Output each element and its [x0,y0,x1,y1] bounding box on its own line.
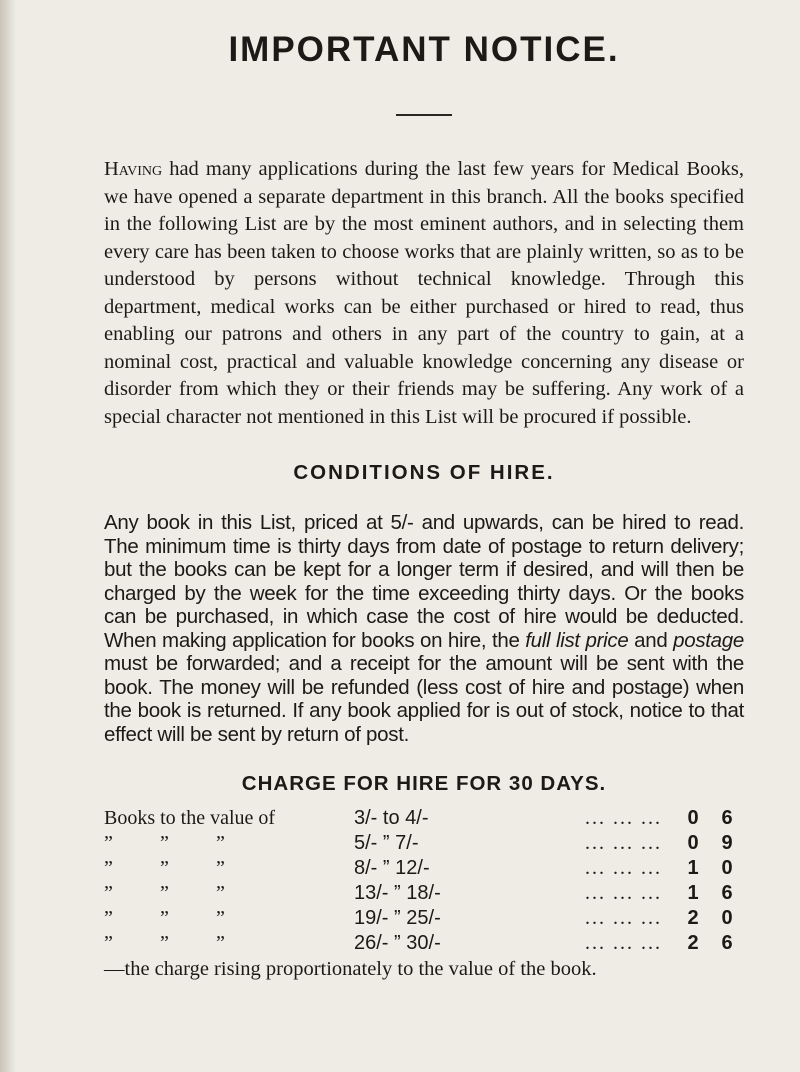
charge-range-to: 4/- [405,807,429,829]
charge-row [104,806,744,831]
ditto-mark: ” [104,832,113,854]
charge-shillings: 0 [687,832,699,854]
ditto-mark: ” [216,932,225,954]
charge-range-to: 7/- [395,832,419,854]
charge-range-from: 13/- [354,882,389,904]
charge-row [104,856,744,881]
ditto-mark: ” [216,882,225,904]
charge-row-label [104,831,354,856]
ditto-mark: ” [160,832,169,854]
charge-range-from: 5/- [354,832,378,854]
charge-range-connector-ditto: ” [394,882,401,904]
charge-row-label [104,881,354,906]
charge-pence: 6 [721,932,733,954]
charge-leader-dots: ... ... ... [585,807,662,829]
charge-table [104,806,744,956]
ditto-mark: ” [216,857,225,879]
title-divider [396,114,452,116]
closing-note: —the charge rising proportionately to the value of the book. [104,958,597,980]
charge-shillings: 1 [687,857,699,879]
charge-range-connector-ditto: ” [394,907,401,929]
charge-heading: CHARGE FOR HIRE FOR 30 DAYS. [241,772,607,795]
conditions-emphasis-price: full list price [525,628,629,652]
charge-pence: 9 [721,832,733,854]
ditto-mark: ” [104,857,113,879]
charge-row-label [104,856,354,881]
conditions-text-3: must be forwarded; and a receipt for the amount will be sent with the book. The money will be refunded (less cost of hire and postage) when the book is returned. If any book applied for is out of stock, notice to that effect will be sent by return of post. [104,652,744,746]
conditions-text-1: Any book in this List, priced at 5/- and upwards, can be hired to read. The minimum time is thirty days from date of postage to return delivery; but the books can be kept for a longer term if desired, and will then be charged by the week for the time exceeding thirty days. Or the books can be purchased, in which case the cost of hire would be deducted. When making application for books on hire, the [104,511,744,652]
charge-range-to: 18/- [406,882,441,904]
charge-range-from: 19/- [354,907,389,929]
charge-range-connector-ditto: ” [382,857,390,879]
intro-dropcap: Having [104,158,163,180]
charge-shillings: 0 [687,807,699,829]
charge-pence: 6 [721,882,733,904]
charge-range-to: 12/- [395,857,430,879]
charge-range-connector-ditto: ” [382,832,390,854]
charge-range-from: 3/- [354,807,378,829]
charge-range [354,806,494,831]
charge-leader-dots: ... ... ... [585,932,662,954]
ditto-mark: ” [160,882,169,904]
ditto-mark: ” [160,907,169,929]
charge-row [104,931,744,956]
charge-row [104,831,744,856]
charge-row-label: Books to the value of [104,807,276,829]
charge-leader-dots: ... ... ... [585,882,662,904]
charge-range [354,881,494,906]
charge-row-label [104,906,354,931]
charge-leader-dots: ... ... ... [585,857,662,879]
conditions-heading: CONDITIONS OF HIRE. [293,461,555,484]
charge-row [104,881,744,906]
charge-range-connector-ditto: ” [394,932,401,954]
charge-range [354,931,494,956]
charge-pence: 0 [721,907,733,929]
charge-range-to: 25/- [406,907,441,929]
conditions-emphasis-postage: postage [673,628,744,652]
ditto-mark: ” [160,932,169,954]
charge-range-connector: to [382,807,400,829]
charge-range-from: 26/- [354,932,389,954]
page-title: IMPORTANT NOTICE. [228,30,620,69]
conditions-paragraph [104,511,744,746]
charge-range [354,831,494,856]
charge-range-to: 30/- [406,932,441,954]
ditto-mark: ” [216,907,225,929]
ditto-mark: ” [104,907,113,929]
charge-pence: 6 [721,807,733,829]
charge-table-body [104,806,744,956]
charge-leader-dots: ... ... ... [585,832,662,854]
ditto-mark: ” [104,882,113,904]
ditto-mark: ” [104,932,113,954]
charge-pence: 0 [721,857,733,879]
charge-row [104,906,744,931]
charge-range [354,856,494,881]
charge-range [354,906,494,931]
charge-shillings: 2 [687,932,699,954]
page-edge-shadow [0,0,16,1072]
ditto-mark: ” [160,857,169,879]
charge-shillings: 2 [687,907,699,929]
ditto-mark: ” [216,832,225,854]
intro-text: had many applications during the last few years for Medical Books, we have opened a separate department in this branch. All the books specified in the following List are by the most eminent authors, and in selecting them every care has been taken to choose works that are plainly written, so as to be understood by persons without technical knowledge. Through this department, medical works can be either purchased or hired to read, thus enabling our patrons and others in any part of the country to gain, at a nominal cost, practical and valuable knowledge concerning any disease or disorder from which they or their friends may be suffering. Any work of a special character not mentioned in this List will be procured if possible. [104,158,744,428]
charge-range-from: 8/- [354,857,378,879]
charge-shillings: 1 [687,882,699,904]
conditions-text-2: and [628,628,674,652]
charge-row-label [104,931,354,956]
intro-paragraph [104,156,744,431]
charge-leader-dots: ... ... ... [585,907,662,929]
